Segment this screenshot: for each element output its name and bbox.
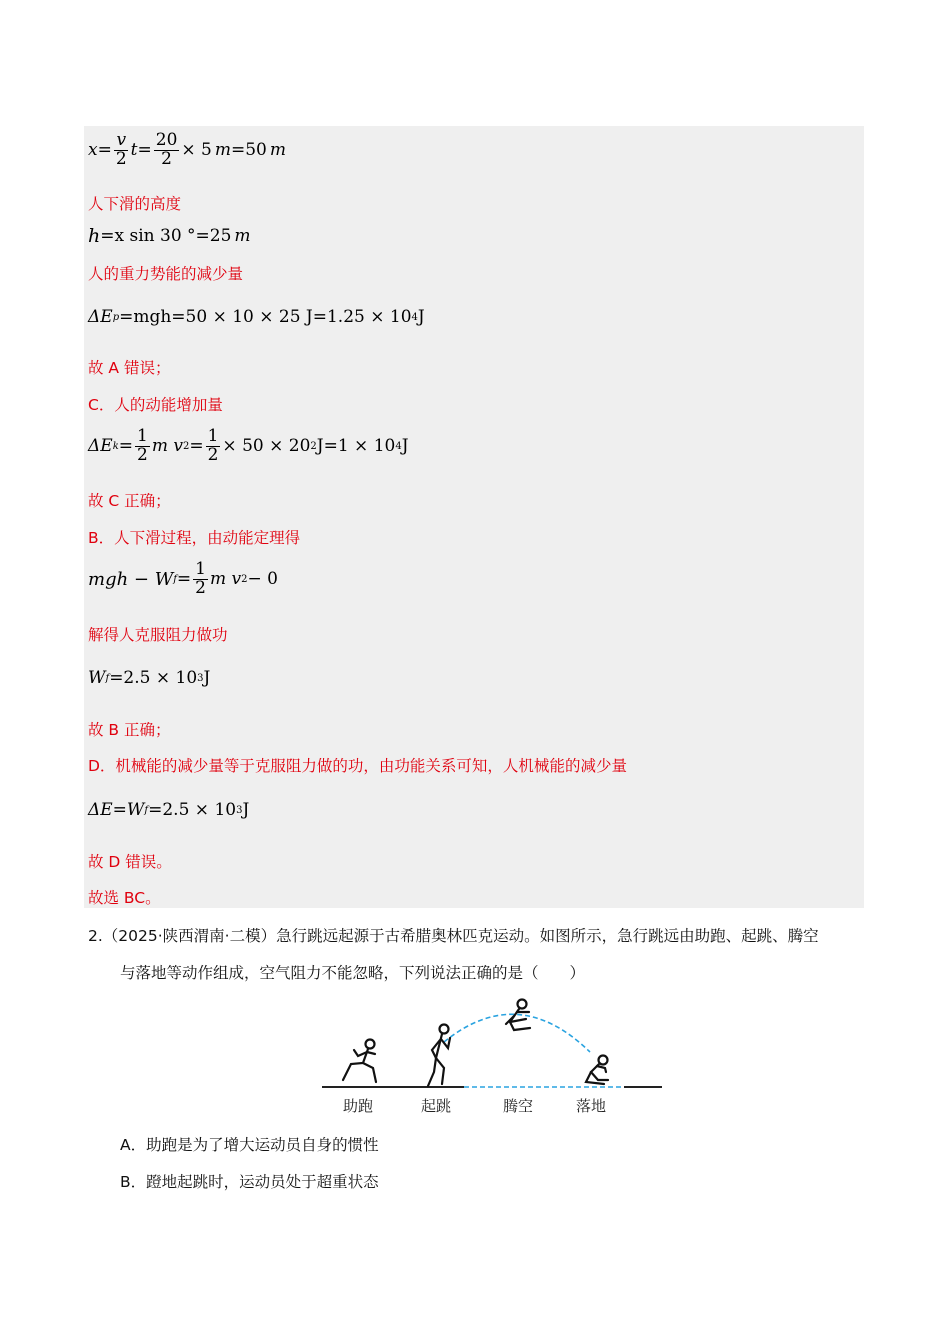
question-2: [88, 924, 819, 946]
label-height: 人下滑的高度: [88, 195, 182, 213]
runner-icon: [343, 1040, 376, 1083]
label-potential-energy: 人的重力势能的减少量: [88, 265, 244, 283]
label-c: C．人的动能增加量: [88, 396, 223, 414]
option-b: B．蹬地起跳时，运动员处于超重状态: [120, 1173, 379, 1191]
landing-jumper-icon: [586, 1056, 608, 1085]
equation-kinetic-energy: ΔE k = $\frac{1}{2}$ m v 2 = $\frac{1}{2}$ × 50 × 20 2 J=1 × 10 4 J: [88, 426, 409, 465]
verdict-b: 故 B 正确；: [88, 721, 171, 739]
equation-mechanical-energy: ΔE=W f =2.5 × 10 3 J: [88, 800, 250, 820]
option-a: A．助跑是为了增大运动员自身的惯性: [120, 1136, 379, 1154]
label-run-up: 助跑: [342, 1097, 374, 1115]
takeoff-jumper-icon: [428, 1025, 450, 1087]
verdict-d: 故 D 错误。: [88, 853, 172, 871]
verdict-c: 故 C 正确；: [88, 492, 171, 510]
verdict-a: 故 A 错误；: [88, 359, 171, 377]
label-b: B．人下滑过程，由动能定理得: [88, 529, 301, 547]
label-work-resistance: 解得人克服阻力做功: [88, 626, 228, 644]
question-text-line2: 与落地等动作组成，空气阻力不能忽略，下列说法正确的是（ ）: [120, 964, 586, 982]
label-takeoff: 起跳: [420, 1097, 452, 1115]
equation-potential-energy: ΔE p =mgh=50 × 10 × 25 J=1.25 × 10 4 J: [88, 307, 425, 327]
equation-displacement: x = $\frac{v}{2}$ t = $\frac{20}{2}$ × 5 m =50 m: [88, 130, 287, 169]
label-d: D．机械能的减少量等于克服阻力做的功，由功能关系可知，人机械能的减少量: [88, 757, 627, 775]
label-airborne: 腾空: [502, 1097, 534, 1115]
question-number: 2.: [88, 927, 103, 945]
question-source: （2025·陕西渭南·二模）: [102, 927, 277, 945]
label-landing: 落地: [575, 1097, 607, 1115]
equation-work-result: W f =2.5 × 10 3 J: [88, 668, 211, 688]
answer: 故选 BC。: [88, 889, 161, 907]
equation-work-energy: mgh − W f = $\frac{1}{2}$ m v 2 − 0: [88, 559, 278, 598]
question-text-line1: 急行跳远起源于古希腊奥林匹克运动。如图所示，急行跳远由助跑、起跳、腾空: [276, 927, 819, 945]
equation-height: h =x sin 30 °=25 m: [88, 225, 251, 247]
long-jump-figure: [318, 992, 664, 1116]
